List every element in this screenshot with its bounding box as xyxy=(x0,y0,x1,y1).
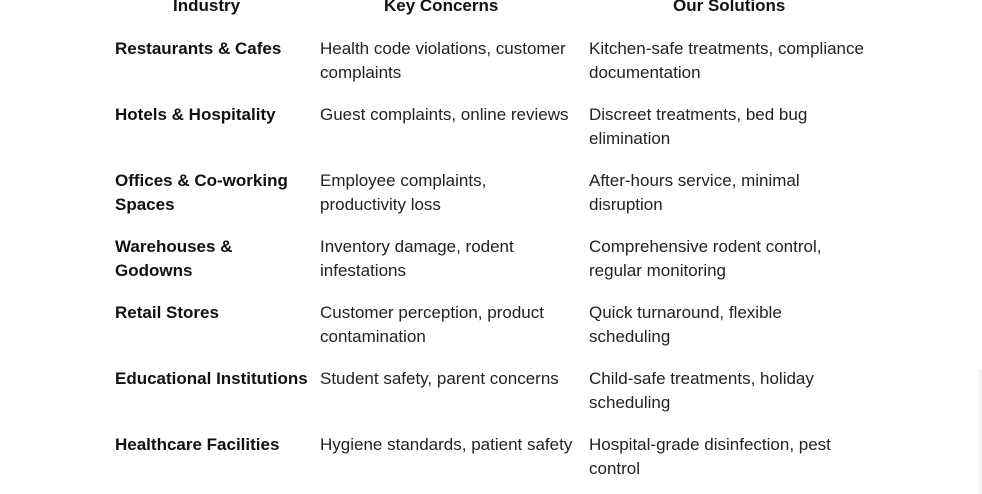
industry-cell: Hotels & Hospitality xyxy=(115,105,276,124)
industry-cell: Offices & Co-working Spaces xyxy=(115,171,288,214)
page-edge-shadow xyxy=(976,370,982,494)
table-header xyxy=(0,0,982,20)
industry-cell: Retail Stores xyxy=(115,303,219,322)
concern-cell: Hygiene standards, patient safety xyxy=(320,435,573,454)
table-row xyxy=(0,235,982,291)
header-our-solutions: Our Solutions xyxy=(673,0,786,15)
industry-cell: Healthcare Facilities xyxy=(115,435,280,454)
header-industry: Industry xyxy=(173,0,241,15)
solution-cell: Quick turnaround, flexible scheduling xyxy=(589,303,782,346)
table-row xyxy=(0,433,982,489)
industry-cell: Warehouses & Godowns xyxy=(115,237,233,280)
table-row xyxy=(0,169,982,225)
table-row xyxy=(0,301,982,357)
concern-cell: Guest complaints, online reviews xyxy=(320,105,569,124)
header-key-concerns: Key Concerns xyxy=(384,0,499,15)
concern-cell: Health code violations, customer complaints xyxy=(320,39,566,82)
solution-cell: Discreet treatments, bed bug elimination xyxy=(589,105,808,148)
industry-cell: Educational Institutions xyxy=(115,369,308,388)
table-row xyxy=(0,103,982,159)
solution-cell: Kitchen-safe treatments, compliance documentation xyxy=(589,39,864,82)
concern-cell: Customer perception, product contamination xyxy=(320,303,544,346)
concern-cell: Employee complaints, productivity loss xyxy=(320,171,487,214)
table-row xyxy=(0,367,982,423)
concern-cell: Student safety, parent concerns xyxy=(320,369,559,388)
industry-cell: Restaurants & Cafes xyxy=(115,39,282,58)
solution-cell: Comprehensive rodent control, regular monitoring xyxy=(589,237,822,280)
solution-cell: Hospital-grade disinfection, pest control xyxy=(589,435,831,478)
solution-cell: After-hours service, minimal disruption xyxy=(589,171,800,214)
solution-cell: Child-safe treatments, holiday scheduling xyxy=(589,369,814,412)
table-row xyxy=(0,37,982,93)
concern-cell: Inventory damage, rodent infestations xyxy=(320,237,514,280)
